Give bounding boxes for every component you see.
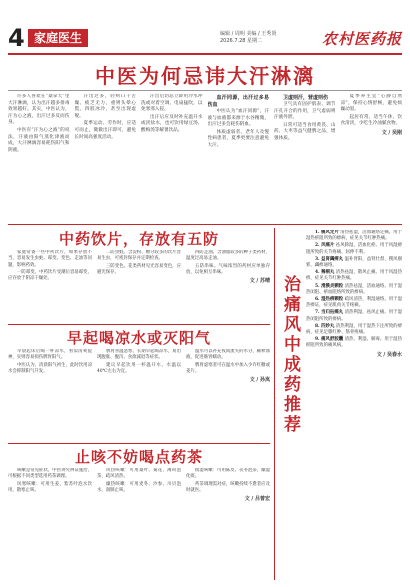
paragraph: 出汗后应及时补充温开水或淡盐水，也可饮用绿豆汤、酸梅汤等解暑饮品。 (141, 114, 203, 133)
item-text: 温补肾阳，益肾壮督，搜风剔邪，蠲痹通络。 (306, 256, 402, 269)
item-heading: 4. 豨桐丸 (315, 270, 335, 276)
paragraph: 风热咳嗽：可用桑叶、菊花、薄荷泡茶，疏风清热。 (97, 468, 181, 480)
column (186, 468, 270, 558)
item-heading: 5. 滑膜炎颗粒 (315, 283, 344, 289)
paragraph: 许多人喜欢在“桑拿天”里大汗淋漓，认为出汗越多排毒效果越好。其实，中医认为，汗为心之液，出汗过多反而伤身。 (8, 94, 70, 126)
author-byline: 文 / 吴春水 (376, 351, 402, 358)
item-heading: 1. 痛风定片 (315, 230, 339, 235)
paragraph: 二防虫蛀。含淀粉、糖分较多的饮片容易生虫，可密封保存并定期检查。 (97, 250, 181, 262)
page-number: 4 (8, 24, 25, 52)
paragraph: 痰湿咳嗽：可用陈皮、茯苓泡茶，燥湿化痰。 (186, 468, 270, 480)
list-item (306, 324, 402, 336)
article-title-tea: 止咳不妨喝点药茶 (74, 448, 203, 466)
paragraph: 一防霉变。中药饮片受潮后容易霉变，应存放于阴凉干燥处。 (8, 269, 92, 282)
item-text: 清热祛湿，活血通络。用于湿热闭阻、瘀血阻络所致的痹病。 (306, 283, 402, 295)
author-byline: 文 / 孙岚 (249, 377, 270, 384)
paragraph: 燥热咳嗽：可用麦冬、沙参、川贝泡水，润肺止咳。 (97, 481, 181, 493)
date-line: 2026.7.28 星期二 (220, 38, 263, 44)
sidebar-body (306, 230, 402, 580)
paragraph: 汗出后切忌立即用冷水冲洗或对着空调、电扇猛吹，以免寒邪入侵。 (141, 94, 203, 113)
header-rule (8, 53, 402, 55)
paragraph: 脾胃虚寒者可在温水中加入少许红糖或姜片。 (186, 362, 270, 374)
paragraph: 日常可适当食用黄芪、山药、大枣等益气健脾之品，增强体质。 (274, 122, 336, 141)
author-byline: 文 / 吕曾宏 (244, 496, 270, 503)
paragraph: 起居有常，适当午休，饮食清淡，少吃生冷油腻食物。 (340, 114, 402, 127)
list-item (306, 337, 402, 349)
list-item (306, 257, 402, 269)
item-heading: 7. 当归拈痛丸 (315, 310, 344, 316)
page-header (8, 26, 402, 52)
author-byline: 文 / 苏晴 (249, 278, 270, 285)
paragraph: 夏季养生宜“心静自然凉”，保持心情舒畅，避免烦躁动怒。 (340, 94, 402, 113)
paragraph: 脾胃喜温恶寒，长期早起喝凉水，易出现腹胀、腹泻、食欲减退等症状。 (97, 349, 181, 361)
subheading: 血汗同源，出汗过多易伤血 (207, 95, 269, 108)
paragraph: 夏季运动、劳作时，应适可而止，微微出汗即可，避免长时间高强度活动。 (74, 121, 136, 140)
divider (8, 324, 270, 325)
paragraph: 三防变色。花类药材见光容易变色，应避光保存。 (97, 263, 181, 275)
paragraph: 中医认为“血汗同源”，汗液与血液都来源于水谷精微，出汗过多会耗伤阴血。 (207, 109, 269, 128)
paragraph: 咳嗽是常见症状，中医讲究辨证施治，可根据不同类型选用药茶调理。 (8, 468, 92, 480)
column-1 (8, 94, 70, 222)
paragraph: 汗出过多，轻则口干舌燥、疲乏无力，重则头晕心慌、四肢冰冷，甚至出现虚脱。 (74, 94, 136, 119)
paragraph: 卫气具有固护肌表、调节汗孔开合的作用，卫气虚弱则汗液外泄。 (274, 102, 336, 121)
left-articles (8, 228, 270, 558)
column-5 (274, 94, 336, 222)
masthead-logo: 农村医药报 (321, 30, 402, 48)
column-4 (208, 94, 270, 222)
list-item (306, 310, 402, 322)
column (97, 468, 181, 558)
title-rule (8, 90, 402, 91)
item-heading: 8. 四妙丸 (315, 323, 335, 329)
article-title-cold-water: 早起喝凉水或灭阳气 (66, 329, 211, 347)
header-meta (220, 31, 276, 45)
sidebar-rule (274, 228, 275, 580)
paragraph: 中医认为，清晨阳气初生，此时饮用凉水会抑制阳气升发。 (8, 362, 92, 374)
subheading: 卫虚则汗，营虚则伤 (283, 95, 329, 101)
item-text: 祛风除湿，活血化瘀。用于风湿痹阻所致的关节疼痛、屈伸不利。 (306, 243, 402, 255)
editor-line: 编辑 / 周明 美编 / 王秀贤 (220, 31, 277, 37)
item-heading: 6. 湿热痹颗粒 (315, 297, 344, 303)
paragraph: 药茶调理需对症，咳嗽持续不愈者应及时就医。 (186, 481, 270, 493)
divider (8, 443, 270, 444)
section-tag: 家庭医生 (28, 29, 88, 47)
paragraph: 早晨起床后喝一杯凉水，看似清爽提神，实则容易损伤脾胃阳气。 (8, 349, 92, 361)
item-text: 疏风清热，利湿通络。用于湿热痹证，症见肌肉关节疼痛。 (306, 297, 402, 309)
item-text: 清热利湿，祛风止痛。用于湿热闭阻所致的痹病。 (306, 310, 402, 322)
column (8, 349, 92, 441)
list-item (306, 284, 402, 296)
column-3 (141, 94, 203, 222)
item-text: 清热祛湿，散风止痛。用于风湿热痹，症见关节红肿热痛。 (306, 270, 402, 282)
column-6 (341, 94, 403, 222)
author-byline: 文 / 吴刚 (381, 129, 402, 136)
paragraph: 体质虚弱者、老年人及慢性病患者，夏季更要注意避免大汗。 (207, 129, 269, 148)
column (186, 250, 270, 322)
item-heading: 3. 益肾蠲痹丸 (315, 256, 344, 262)
article-body-tea (8, 468, 270, 558)
item-heading: 2. 风痛片 (315, 243, 335, 249)
column (97, 250, 181, 322)
column (97, 349, 181, 441)
article-body-sweat (8, 94, 402, 222)
list-item (306, 297, 402, 309)
column (8, 468, 92, 558)
item-text: 清热利湿，用于湿热下注所致的痹病，症见足膝红肿、筋骨疼痛。 (306, 323, 402, 336)
paragraph: 五防串味。气味浓烈的药材应单独存放，以免相互串味。 (186, 263, 270, 275)
article-title-sweat: 中医为何忌讳大汗淋漓 (95, 64, 315, 88)
list-item (306, 230, 402, 242)
item-heading: 9. 痛风舒胶囊 (315, 337, 344, 343)
column-2 (75, 94, 137, 222)
paragraph: 家庭常备一些中药饮片，如果存放不当，容易发生虫蛀、霉变、变色、走油等问题，影响药效。 (8, 250, 92, 268)
column (186, 349, 270, 441)
item-text: 清热、利湿、解毒。用于湿热瘀阻所致的痛风病。 (306, 337, 402, 349)
paragraph: 温水可以补充夜间流失的水分，稀释血液，促进肠胃蠕动。 (186, 349, 270, 361)
item-text: 清热祛湿，活血通络定痛。用于湿热瘀阻所致的痹病，症见关节红肿热痛。 (306, 230, 402, 242)
article-body-cold-water (8, 349, 270, 441)
paragraph: 中医有“汗为心之液”的说法，汗液由阳气蒸化津液而成，大汗淋漓容易耗伤阳气和阴液。 (8, 127, 70, 153)
list-item (306, 270, 402, 282)
article-title-herbs: 中药饮片，存放有五防 (58, 230, 219, 248)
column (8, 250, 92, 322)
paragraph: 建议早起饮用一杯温开水，水温以 40℃左右为宜。 (97, 362, 181, 374)
paragraph: 四防走油。含油脂较多的种子类药材，温度过高易走油。 (186, 250, 270, 262)
section-separator (8, 224, 402, 225)
article-body-herbs (8, 250, 270, 322)
sidebar-title: 治痛风中成药推荐 (280, 275, 300, 435)
paragraph: 风寒咳嗽：可用生姜、紫苏叶泡水饮用，散寒止咳。 (8, 481, 92, 493)
list-item (306, 243, 402, 255)
